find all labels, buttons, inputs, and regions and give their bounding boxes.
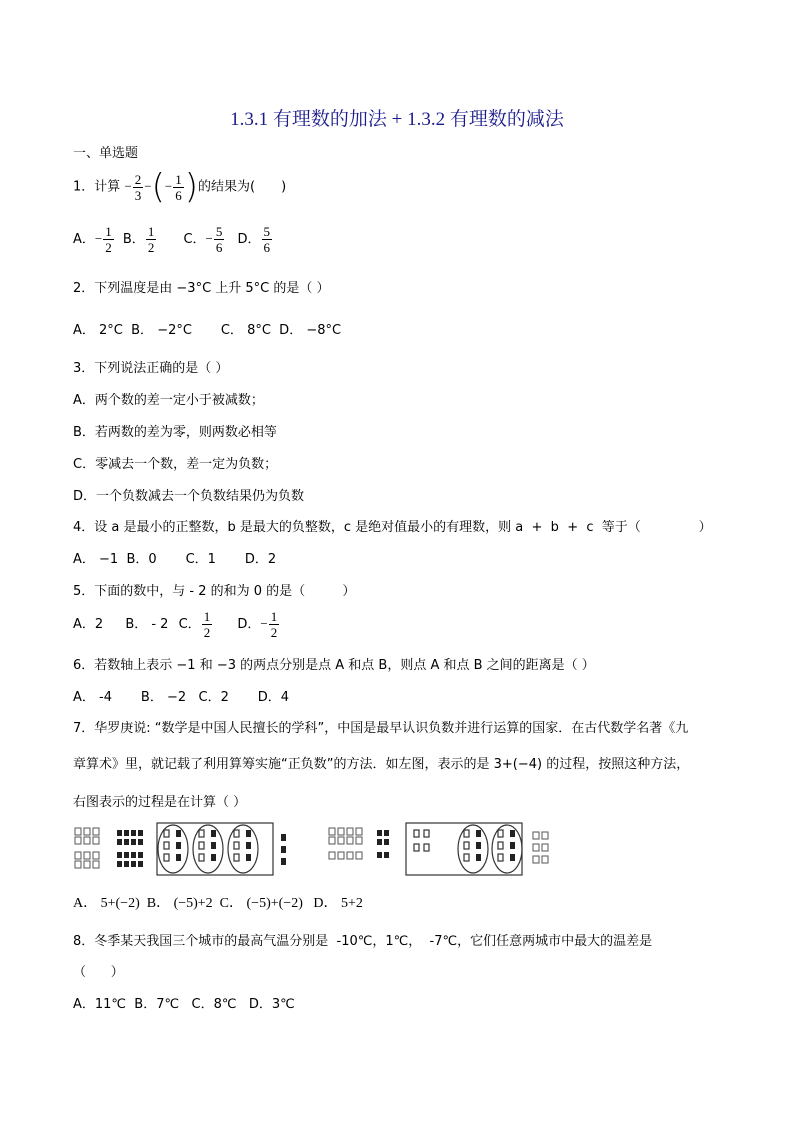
- right-pairing-box: [406, 823, 522, 875]
- q1-option-d: D． $\frac{5}{6}$: [237, 224, 271, 255]
- right-result-rods: [533, 832, 548, 863]
- q1-minus-2: −: [144, 178, 152, 194]
- page-title: 1.3.1 有理数的加法 + 1.3.2 有理数的减法: [230, 109, 564, 130]
- question-5: 5．下面的数中，与 - 2 的和为 0 的是（ ）: [73, 584, 356, 599]
- q7-options: A． 5+(−2) B． (−5)+2 C． (−5)+(−2) D． 5+2: [73, 896, 363, 911]
- q3-option-b: B．若两数的差为零，则两数必相等: [73, 425, 277, 440]
- question-7-line-1: 7．华罗庚说: “数学是中国人民擅长的学科”，中国是最早认识负数并进行运算的国家．在古代数学名著《九: [73, 721, 689, 736]
- question-1: [73, 167, 287, 207]
- q3-option-a: A．两个数的差一定小于被减数；: [73, 393, 264, 408]
- q1-option-b: B． $\frac{1}{2}$: [122, 224, 155, 255]
- q1-options: [73, 225, 273, 254]
- left-white-rods: [75, 828, 99, 868]
- section-heading: 一、单选题: [73, 146, 139, 161]
- q2-options: A． 2°C B． −2°C C． 8°C D． −8°C: [73, 323, 342, 338]
- q1-minus: −: [124, 178, 132, 194]
- q1-fraction-a: $\frac{2}{3}$: [134, 171, 142, 203]
- left-black-rods: [117, 830, 143, 867]
- left-result-rod: [281, 834, 286, 865]
- question-8-line-2: （ ）: [73, 965, 124, 980]
- q5-option-b: B． - 2: [125, 617, 169, 632]
- question-4: 4．设 a 是最小的正整数，b 是最大的负整数，c 是绝对值最小的有理数，则 a + b + c 等于（ ）: [73, 520, 712, 535]
- q3-option-d: D．一个负数减去一个负数结果仍为负数: [73, 489, 305, 504]
- q1-option-a: A．− $\frac{1}{2}$: [73, 224, 112, 255]
- q5-option-d: D．− $\frac{1}{2}$: [237, 609, 278, 640]
- question-8-line-1: 8．冬季某天我国三个城市的最高气温分别是 -10℃，1℃， -7℃，它们任意两城市中最大的温差是: [73, 934, 653, 949]
- q1-prefix: 计算: [94, 179, 121, 195]
- question-7-line-2: 章算术》里，就记载了利用算筹实施“正负数”的方法．如左图，表示的是 3+(−4) 的过程，按照这种方法，: [73, 757, 690, 772]
- q1-inner-minus: −: [164, 178, 173, 194]
- q1-option-c: C．− $\frac{5}{6}$: [183, 224, 223, 255]
- right-black-rods: [377, 830, 389, 858]
- q4-options: A． −1 B．0 C．1 D．2: [73, 552, 277, 567]
- q5-option-c: C． $\frac{1}{2}$: [178, 609, 211, 640]
- question-6: 6．若数轴上表示 −1 和 −3 的两点分别是点 A 和点 B，则点 A 和点 B 之间的距离是（ ）: [73, 658, 595, 673]
- q1-fraction-b: $\frac{1}{6}$: [175, 171, 182, 203]
- question-3: 3．下列说法正确的是（ ）: [73, 361, 229, 376]
- counting-rods-figure: [73, 820, 573, 880]
- q8-options: A．11℃ B．7℃ C．8℃ D．3℃: [73, 997, 295, 1012]
- right-white-rods: [329, 828, 362, 859]
- question-2: 2．下列温度是由 −3°C 上升 5°C 的是（ ）: [73, 281, 330, 296]
- q1-right-paren: ): [184, 167, 198, 207]
- q1-number: 1．: [73, 179, 95, 195]
- q6-options: A． -4 B． −2 C．2 D．4: [73, 690, 290, 705]
- q1-left-paren: (: [151, 167, 165, 207]
- question-7-line-3: 右图表示的过程是在计算（ ）: [73, 795, 247, 810]
- q5-option-a: A．2: [73, 617, 104, 632]
- q3-option-c: C．零减去一个数，差一定为负数；: [73, 457, 278, 472]
- q5-options: [73, 610, 280, 639]
- q1-suffix: 的结果为( ): [198, 179, 287, 195]
